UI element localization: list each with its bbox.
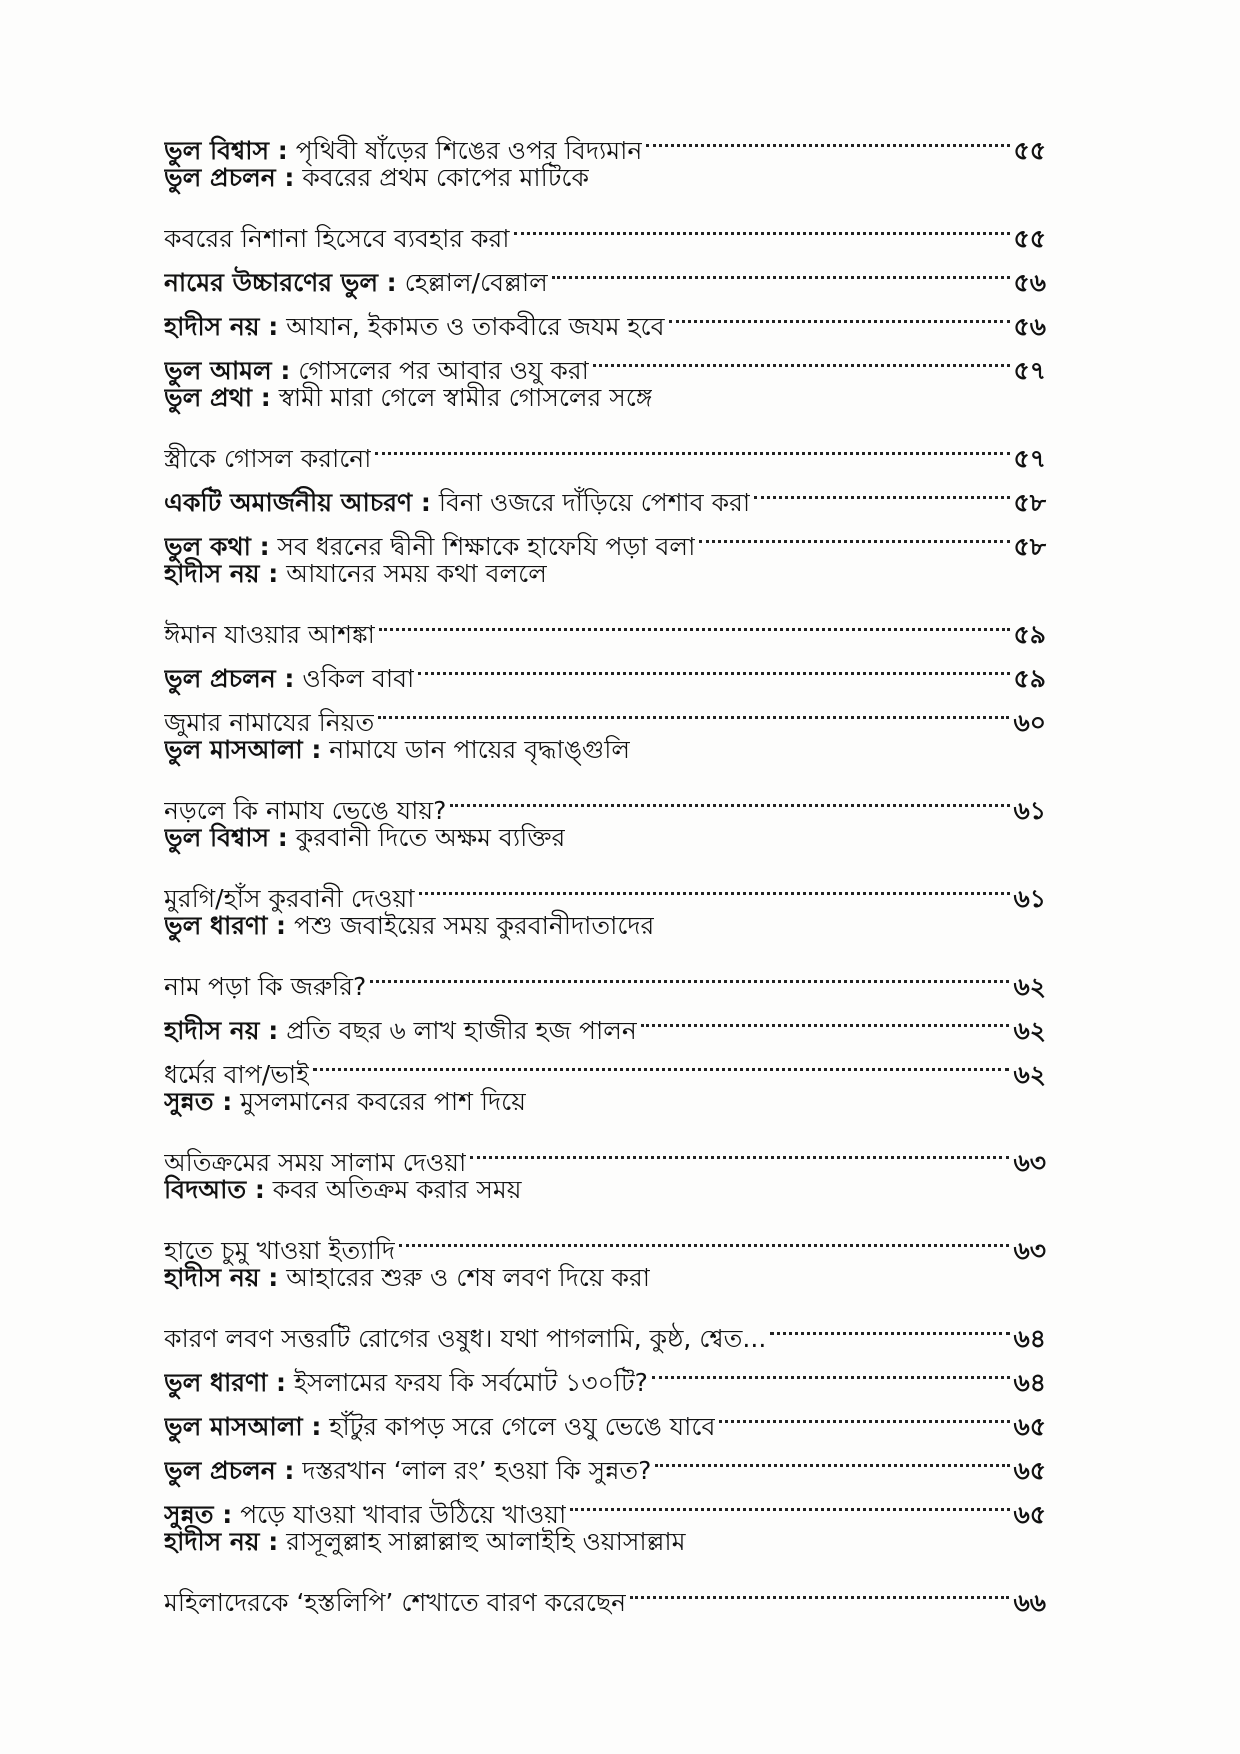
page-number: ৬১ (1013, 884, 1046, 913)
toc-entry-title: আহারের শুরু ও শেষ লবণ দিয়ে করা (278, 1263, 651, 1292)
table-of-contents (164, 112, 1046, 1617)
toc-entry-title: ধর্মের বাপ/ভাই (164, 1060, 310, 1089)
toc-entry-title: মহিলাদেরকে ‘হস্তলিপি’ শেখাতে বারণ করেছেন (164, 1588, 627, 1617)
toc-entry-title: গোসলের পর আবার ওযু করা (290, 356, 589, 385)
toc-entry-title: হাঁটুর কাপড় সরে গেলে ওযু ভেঙে যাবে (321, 1412, 716, 1441)
toc-entry (164, 1212, 1046, 1265)
page-number: ৫৬ (1013, 312, 1046, 341)
dot-leader (593, 320, 1010, 367)
dot-leader (630, 1552, 1009, 1599)
dot-leader (450, 760, 1009, 807)
page-number: ৫৭ (1013, 444, 1046, 473)
toc-entry-label: হাদীস নয় : (164, 312, 279, 341)
dot-leader (419, 848, 1010, 895)
toc-entry (164, 1124, 1046, 1177)
toc-entry-text (164, 305, 665, 349)
toc-entry-label: সুন্নত : (164, 1500, 233, 1529)
dot-leader (514, 188, 1010, 235)
toc-entry-title: নামাযে ডান পায়ের বৃদ্ধাঙ্গুলি (321, 735, 630, 764)
toc-entry-label: ভুল কথা : (164, 532, 270, 561)
toc-entry-title: মুরগি/হাঁস কুরবানী দেওয়া (164, 884, 415, 913)
dot-leader (313, 1024, 1009, 1071)
page-number: ৬৬ (1013, 1588, 1046, 1617)
toc-entry (164, 1564, 1046, 1617)
toc-entry-text (164, 657, 414, 701)
toc-entry-title: দস্তরখান ‘লাল রং’ হওয়া কি সুন্নত? (294, 1456, 652, 1485)
dot-leader (418, 628, 1009, 675)
toc-entry-text (164, 1405, 715, 1449)
toc-entry-title: আযান, ইকামত ও তাকবীরে জযম হবে (278, 312, 665, 341)
dot-leader (470, 1112, 1009, 1159)
toc-entry-text (164, 217, 510, 261)
toc-entry-title: কবরের নিশানা হিসেবে ব্যবহার করা (164, 224, 510, 253)
toc-entry-title: জুমার নামাযের নিয়ত (164, 708, 375, 737)
toc-entry-title: বিনা ওজরে দাঁড়িয়ে পেশাব করা (430, 488, 751, 517)
toc-entry-title: কবরের প্রথম কোপের মাটিকে (294, 163, 589, 192)
toc-entry-label: হাদীস নয় : (164, 1263, 279, 1292)
toc-entry-label: নামের উচ্চারণের ভুল : (164, 268, 397, 297)
toc-entry-title: কারণ লবণ সত্তরটি রোগের ওষুধ। যথা পাগলামি, কুষ্ঠ, শ্বেত... (164, 1324, 767, 1353)
toc-entry-title: কবর অতিক্রম করার সময় (264, 1175, 522, 1204)
page-number: ৫৯ (1013, 620, 1046, 649)
dot-leader (379, 584, 1010, 631)
toc-entry-title: সব ধরনের দ্বীনী শিক্ষাকে হাফেযি পড়া বলা (269, 532, 696, 561)
toc-entry-title: নড়লে কি নামায ভেঙে যায়? (164, 796, 447, 825)
toc-entry-title: ইসলামের ফরয কি সর্বমোট ১৩০টি? (286, 1368, 648, 1397)
dot-leader (655, 1420, 1009, 1467)
toc-entry-title: রাসূলুল্লাহ সাল্লাল্লাহু আলাইহি ওয়াসাল্লাম (278, 1527, 686, 1556)
toc-entry-text (164, 1361, 648, 1405)
dot-leader (646, 100, 1009, 147)
toc-entry-title: স্বামী মারা গেলে স্বামীর গোসলের সঙ্গে (270, 383, 653, 412)
page-number: ৬৫ (1013, 1500, 1046, 1529)
toc-entry-title: পশু জবাইয়ের সময় কুরবানীদাতাদের (286, 911, 655, 940)
toc-entry-title: মুসলমানের কবরের পাশ দিয়ে (232, 1087, 526, 1116)
dot-leader (754, 452, 1009, 499)
dot-leader (641, 980, 1010, 1027)
page-number: ৬২ (1013, 1016, 1046, 1045)
dot-leader (399, 1200, 1009, 1247)
page-number: ৫৮ (1013, 488, 1046, 517)
toc-entry-title: আযানের সময় কথা বললে (278, 559, 547, 588)
toc-entry-label: ভুল বিশ্বাস : (164, 823, 288, 852)
toc-entry-label: ভুল মাসআলা : (164, 735, 322, 764)
page-number: ৬৩ (1013, 1236, 1046, 1265)
toc-entry (164, 860, 1046, 913)
dot-leader (375, 408, 1009, 455)
toc-entry-text (164, 437, 371, 481)
toc-entry-label: ভুল মাসআলা : (164, 1412, 322, 1441)
page-number: ৬৩ (1013, 1148, 1046, 1177)
page-number: ৫৮ (1013, 532, 1046, 561)
toc-entry (164, 112, 1046, 165)
toc-entry-label: ভুল ধারণা : (164, 911, 287, 940)
toc-entry-title: ঈমান যাওয়ার আশঙ্কা (164, 620, 375, 649)
toc-entry-label: সুন্নত : (164, 1087, 233, 1116)
page-number: ৬৫ (1013, 1412, 1046, 1441)
toc-entry-title: পৃথিবী ষাঁড়ের শিঙের ওপর বিদ্যমান (287, 136, 643, 165)
toc-entry-title: নাম পড়া কি জরুরি? (164, 972, 367, 1001)
toc-entry-label: ভুল ধারণা : (164, 1368, 287, 1397)
toc-entry-label: ভুল প্রথা : (164, 383, 271, 412)
dot-leader (370, 936, 1009, 983)
toc-entry-label: একটি অমার্জনীয় আচরণ : (164, 488, 431, 517)
toc-entry (164, 772, 1046, 825)
toc-entry-label: হাদীস নয় : (164, 1527, 279, 1556)
dot-leader (552, 232, 1010, 279)
toc-entry-label: ভুল প্রচলন : (164, 163, 295, 192)
toc-entry-title: ওকিল বাবা (294, 664, 415, 693)
toc-entry-title: স্ত্রীকে গোসল করানো (164, 444, 372, 473)
page-number: ৬০ (1013, 708, 1046, 737)
dot-leader (770, 1288, 1009, 1335)
toc-entry-title: কুরবানী দিতে অক্ষম ব্যক্তির (287, 823, 566, 852)
page-number: ৫৯ (1013, 664, 1046, 693)
toc-entry-title: প্রতি বছর ৬ লাখ হাজীর হজ পালন (278, 1016, 637, 1045)
toc-entry-text (164, 965, 366, 1009)
toc-entry-text (164, 261, 548, 305)
page-number: ৬১ (1013, 796, 1046, 825)
page-number: ৫৫ (1013, 224, 1046, 253)
page-number: ৫৭ (1013, 356, 1046, 385)
page-number: ৫৫ (1013, 136, 1046, 165)
toc-entry-label: হাদীস নয় : (164, 559, 279, 588)
dot-leader (719, 1376, 1009, 1423)
dot-leader (669, 276, 1010, 323)
toc-entry-text (164, 1581, 626, 1625)
dot-leader (699, 496, 1009, 543)
page-number: ৬৪ (1013, 1368, 1046, 1397)
toc-entry-text (164, 481, 750, 525)
toc-entry-label: বিদআত : (164, 1175, 265, 1204)
toc-entry-title: হাতে চুমু খাওয়া ইত্যাদি (164, 1236, 395, 1265)
dot-leader (652, 1332, 1010, 1379)
page-number: ৬৪ (1013, 1324, 1046, 1353)
page-number: ৬২ (1013, 1060, 1046, 1089)
page-number: ৬২ (1013, 972, 1046, 1001)
dot-leader (378, 672, 1009, 719)
toc-entry-title: হেল্লাল/বেল্লাল (396, 268, 548, 297)
toc-entry-text (164, 1520, 686, 1564)
toc-entry-label: হাদীস নয় : (164, 1016, 279, 1045)
toc-entry-label: ভুল প্রচলন : (164, 1456, 295, 1485)
toc-entry-title: অতিক্রমের সময় সালাম দেওয়া (164, 1148, 467, 1177)
dot-leader (570, 1464, 1009, 1511)
toc-entry-label: ভুল প্রচলন : (164, 664, 295, 693)
toc-entry-text (164, 613, 375, 657)
toc-entry-text (164, 1256, 650, 1300)
toc-entry-label: ভুল আমল : (164, 356, 291, 385)
toc-entry-title: পড়ে যাওয়া খাবার উঠিয়ে খাওয়া (232, 1500, 567, 1529)
toc-entry-label: ভুল বিশ্বাস : (164, 136, 288, 165)
page-number: ৬৫ (1013, 1456, 1046, 1485)
page-number: ৫৬ (1013, 268, 1046, 297)
